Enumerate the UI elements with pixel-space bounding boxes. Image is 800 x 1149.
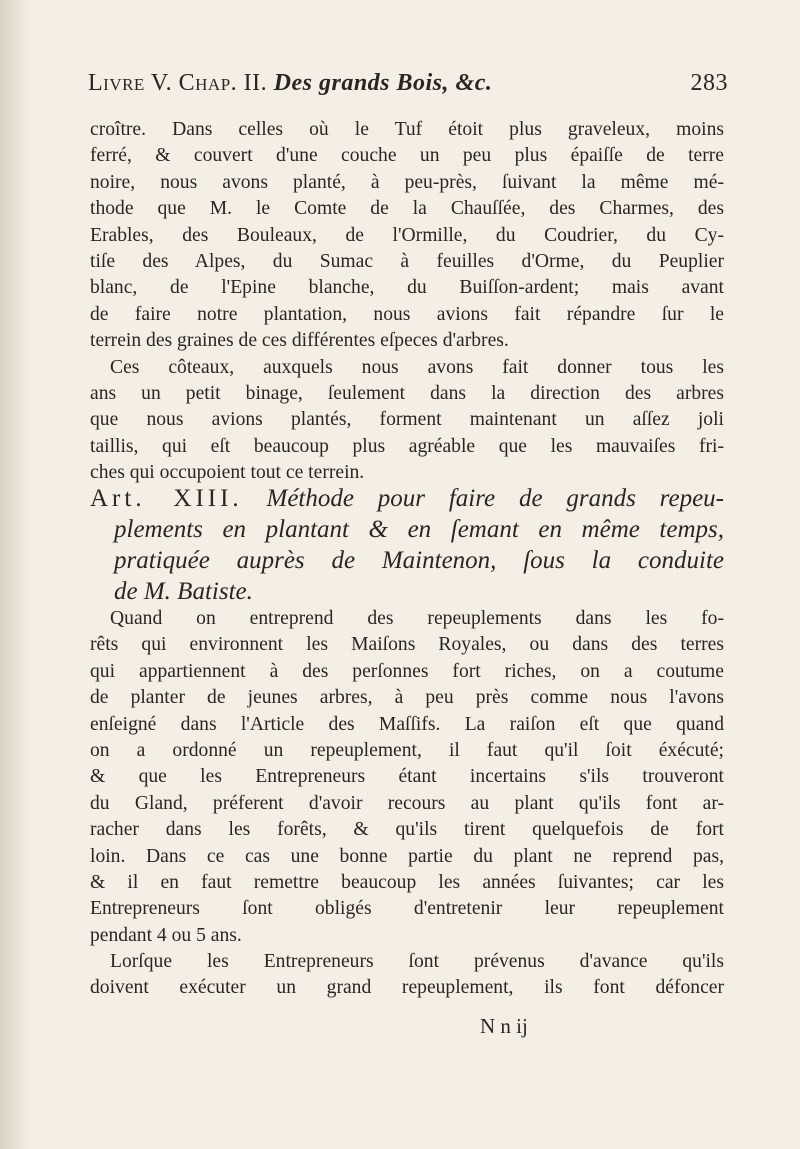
text-line: terrein des graines de ces différentes eſpeces d'arbres. [90,330,509,352]
running-head [88,70,728,97]
article-title-part: plements en plantant & en ſemant en même temps, [114,516,724,543]
article-heading-line-1 [90,483,724,514]
text-line: on a ordonné un repeuplement, il faut qu'il ſoit éxécuté; [90,739,724,761]
binding-shadow [0,0,30,1149]
text-line: que nous avions plantés, forment maintenant un aſſez joli [90,409,724,431]
text-line: ferré, & couvert d'une couche un peu plus épaiſſe de terre [90,145,724,167]
text-line: Quand on entreprend des repeuplements dans les fo- [110,608,724,629]
text-line: thode que M. le Comte de la Chauſſée, des Charmes, des [90,198,724,220]
text-line: Entrepreneurs ſont obligés d'entretenir leur repeuplement [90,898,724,920]
text-line: racher dans les forêts, & qu'ils tirent quelquefois de fort [90,819,724,841]
text-line: doivent exécuter un grand repeuplement, ils font défoncer [90,977,724,999]
text-line: rêts qui environnent les Maiſons Royales, ou dans des terres [90,634,724,656]
text-line: ches qui occupoient tout ce terrein. [90,462,365,484]
text-line: Lorſque les Entrepreneurs ſont prévenus d'avance qu'ils [110,951,724,973]
text-line: enſeigné dans l'Article des Maſſifs. La raiſon eſt que quand [90,713,724,735]
article-heading [90,483,724,607]
text-line: Erables, des Bouleaux, de l'Ormille, du Coudrier, du Cy- [90,224,724,246]
text-line: croître. Dans celles où le Tuf étoit plus graveleux, moins [90,119,724,140]
text-line: qui appartiennent à des perſonnes fort riches, on a coutume [90,660,724,682]
text-line: du Gland, préferent d'avoir recours au plant qu'ils font ar- [90,792,724,814]
text-line: de faire notre plantation, nous avions fait répandre ſur le [90,303,724,325]
text-line: noire, nous avons planté, à peu-près, ſuivant la même mé- [90,171,724,193]
text-line: & il en faut remettre beaucoup les années ſuivantes; car les [90,871,724,893]
text-line: Ces côteaux, auxquels nous avons fait donner tous les [110,356,724,378]
article-title-part: pratiquée auprès de Maintenon, ſous la conduite [114,547,724,574]
text-line: pendant 4 ou 5 ans. [90,924,242,946]
text-line: ans un petit binage, ſeulement dans la direction des arbres [90,382,724,404]
text-line: blanc, de l'Epine blanche, du Buiſſon-ardent; mais avant [90,277,724,299]
text-line: & que les Entrepreneurs étant incertains s'ils trouveront [90,766,724,788]
text-line: de planter de jeunes arbres, à peu près comme nous l'avons [90,687,724,709]
text-line: taillis, qui eſt beaucoup plus agréable que les mauvaiſes fri- [90,435,724,457]
signature-mark: N n ij [480,1014,528,1038]
article-label: Art. XIII. [90,485,243,512]
article-title-part: Méthode pour faire de grands repeu- [266,485,724,512]
text-line: tiſe des Alpes, du Sumac à feuilles d'Orme, du Peuplier [90,250,724,272]
page-number: 283 [690,70,728,96]
article-title-part: de M. Batiste. [114,578,253,605]
body-text-bottom [90,606,724,1002]
book-label: Livre V. [88,70,173,96]
chapter-label: Chap. II. [178,70,268,96]
body-text-top [90,117,724,486]
section-title: Des grands Bois, &c. [273,70,493,96]
text-line: loin. Dans ce cas une bonne partie du plant ne reprend pas, [90,845,724,867]
